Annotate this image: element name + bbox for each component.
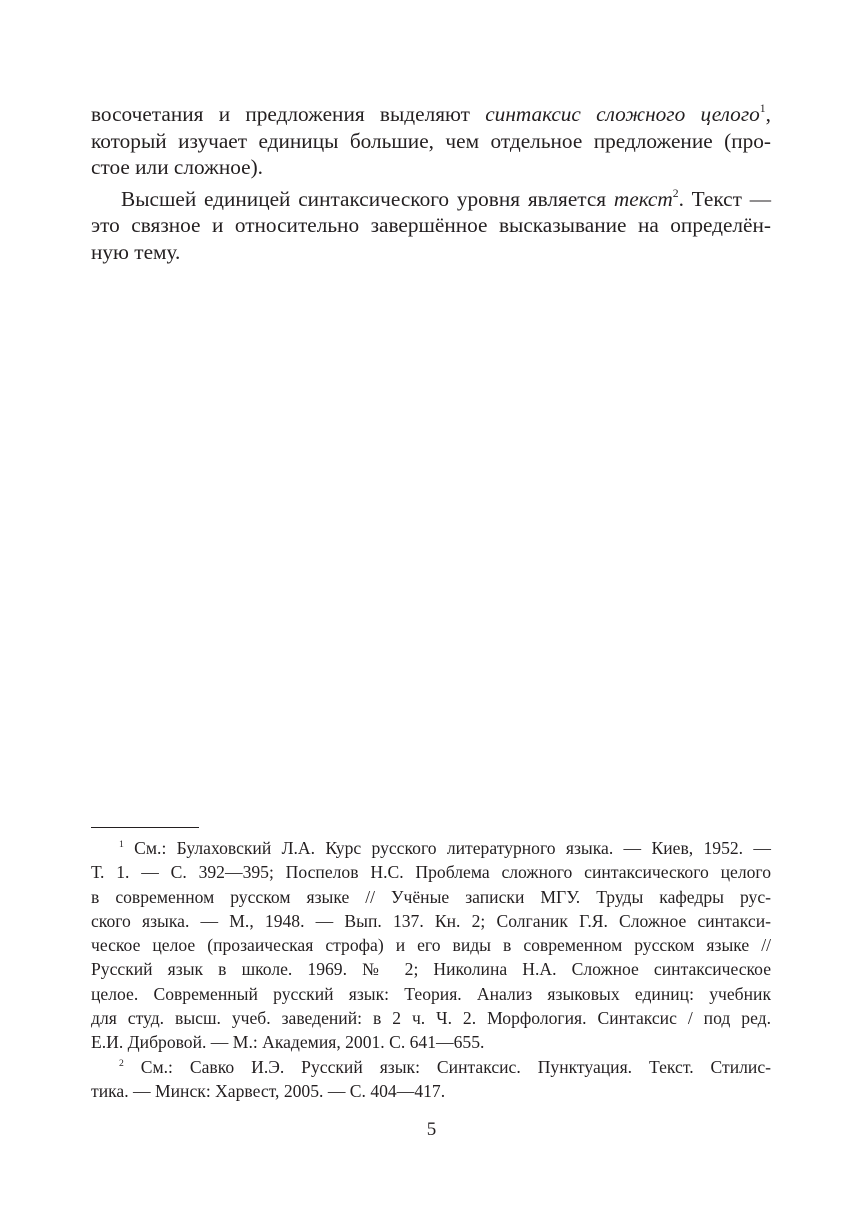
footnote-separator [91,827,199,828]
footnote-1-line-2: Т. 1. — С. 392—395; Поспелов Н.С. Проблема сложного синтаксического целого [91,862,771,883]
footnote-1-line-7: целое. Современный русский язык: Теория. Анализ языковых единиц: учебник [91,983,771,1004]
term-syntax-of-complex-whole: синтаксис сложного целого [485,102,760,126]
paragraph-1-line-1-end: , [765,102,771,126]
footnote-1-line-5: ческое целое (прозаическая строфа) и его виды в современном русском языке // [91,935,771,956]
footnote-ref-2[interactable]: 2 [672,186,679,200]
footnotes [91,836,771,1103]
paragraph-2 [91,186,771,266]
main-text [91,101,771,265]
footnote-2-line-1-text: См.: Савко И.Э. Русский язык: Синтаксис. Пунктуация. Текст. Стилис- [123,1056,771,1077]
footnote-1 [91,836,771,1055]
paragraph-1-line-3: стое или сложное). [91,155,263,179]
footnote-1-line-8: для студ. высш. учеб. заведений: в 2 ч. Ч. 2. Морфология. Синтаксис / под ред. [91,1008,771,1029]
footnote-1-line-6: Русский язык в школе. 1969. № 2; Николина Н.А. Сложное синтаксическое [91,959,771,980]
footnote-ref-1[interactable]: 1 [759,102,766,116]
footnote-1-marker: 1 [119,838,124,850]
footnote-1-line-9: Е.И. Дибровой. — М.: Академия, 2001. С. 641—655. [91,1032,485,1053]
paragraph-2-line-1-end: . Текст — [678,186,771,211]
paragraph-1-line-1 [91,101,771,128]
paragraph-1-line-1-text: восочетания и предложения выделяют [91,102,486,126]
term-text: текст [613,186,673,211]
paragraph-2-line-2: это связное и относительно завершённое высказывание на определён- [91,213,771,237]
page-number: 5 [426,1119,437,1140]
footnote-2-line-2: тика. — Минск: Харвест, 2005. — С. 404—417. [91,1080,446,1101]
footnote-1-line-1-text: См.: Булаховский Л.А. Курс русского литературного языка. — Киев, 1952. — [123,838,771,858]
footnote-1-line-3: в современном русском языке // Учёные записки МГУ. Труды кафедры рус- [91,886,771,907]
paragraph-2-line-1 [91,186,771,213]
paragraph-2-line-3: ную тему. [91,239,181,264]
footnote-1-line-1 [91,836,771,860]
footnote-2-line-1 [91,1055,771,1079]
paragraph-2-line-1-text: Высшей единицей синтаксического уровня является [121,186,614,211]
paragraph-1 [91,101,771,181]
footnote-2-marker: 2 [119,1057,124,1069]
footnote-2 [91,1055,771,1104]
paragraph-1-line-2: который изучает единицы большие, чем отдельное предложение (про- [91,128,771,153]
footnote-1-line-4: ского языка. — М., 1948. — Вып. 137. Кн. 2; Солганик Г.Я. Сложное синтакси- [91,910,771,931]
